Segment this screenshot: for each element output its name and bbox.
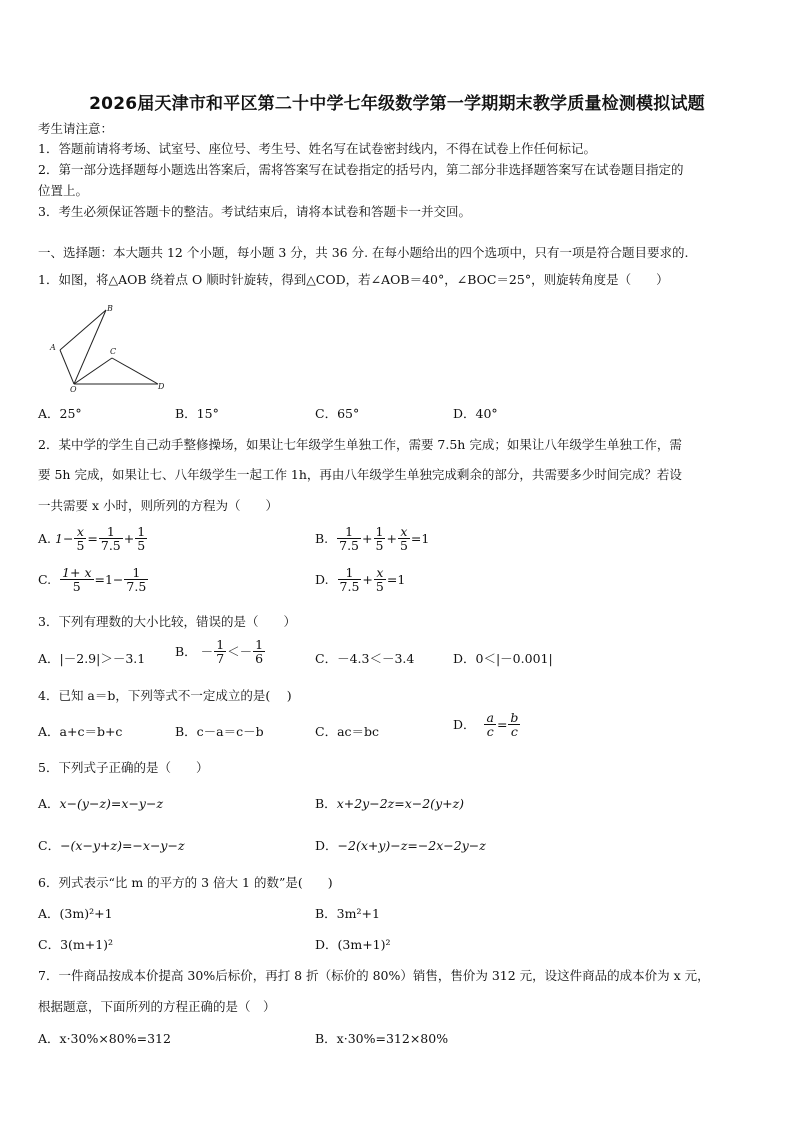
q3-option-a: A．|－2.9|＞－3.1 (38, 651, 146, 666)
fraction: $\frac{1}{5}$ (137, 524, 146, 553)
expr-text: −2(x+y)−z=−2x−2y−z (337, 838, 486, 853)
notice-item-3: 3．考生必须保证答题卡的整洁。考试结束后，请将本试卷和答题卡一并交回。 (38, 204, 471, 219)
label-C: C (110, 347, 117, 356)
fraction: $\frac{x}{5}$ (399, 524, 408, 553)
expr-text: −(x−y+z)=−x−y−z (60, 838, 185, 853)
option-label: D． (453, 716, 476, 732)
q1-option-d: D．40° (453, 406, 498, 421)
q6-option-b: B．3m²+1 (315, 906, 380, 921)
segment-OA (60, 350, 74, 384)
fraction: $\frac{1}{7}$ (216, 637, 225, 666)
expr-text: + (362, 530, 373, 546)
expr-text: x+2y−2z=x−2(y+z) (336, 796, 465, 811)
expr-text: 1− (55, 530, 74, 546)
q7-option-b: B．x·30%=312×80% (315, 1031, 449, 1046)
q1-option-a: A．25° (38, 406, 82, 421)
option-label: C. (38, 571, 52, 587)
expr-text: + (123, 530, 135, 546)
expr-text: = (87, 530, 98, 546)
option-label: D. (315, 571, 329, 587)
q7-stem-line2: 根据题意，下面所列的方程正确的是（ ） (38, 999, 276, 1014)
expr-text: － (200, 643, 214, 659)
label-A: A (50, 343, 56, 352)
q5-option-d (315, 838, 486, 854)
q2-stem-line2: 要 5h 完成，如果让七、八年级学生一起工作 1h，再由八年级学生单独完成剩余的部分，共需要多少时间完成？若设 (38, 467, 682, 482)
q4-option-d (453, 711, 521, 738)
option-label: D． (315, 838, 338, 853)
fraction: $\frac{b}{c}$ (510, 710, 519, 739)
q5-option-b (315, 796, 464, 812)
expr-text: ＜－ (227, 643, 253, 659)
expr-text: + (386, 530, 397, 546)
expr-text: x−(y−z)=x−y−z (59, 796, 164, 811)
q6-option-d: D．(3m+1)² (315, 937, 391, 952)
label-D: D (158, 382, 165, 391)
q1-stem: 1．如图，将△AOB 绕着点 O 顺时针旋转，得到△COD，若∠AOB＝40°，∠BOC＝25°，则旋转角度是（ ） (38, 272, 669, 287)
q3-option-b (175, 638, 266, 665)
expr-text: =1 (386, 571, 406, 587)
q3-stem: 3．下列有理数的大小比较，错误的是（ ） (38, 614, 296, 629)
expr-text: = (496, 716, 508, 732)
q2-option-d (315, 566, 405, 593)
q5-stem: 5．下列式子正确的是（ ） (38, 760, 209, 775)
fraction: $\frac{x}{5}$ (76, 524, 85, 553)
fraction: $\frac{1}{7.5}$ (100, 524, 121, 553)
label-B: B (107, 304, 113, 313)
q7-option-a: A．x·30%×80%=312 (38, 1031, 171, 1046)
q5-option-c (38, 838, 185, 854)
q5-option-a (38, 796, 163, 812)
section-heading: 一、选择题：本大题共 12 个小题，每小题 3 分，共 36 分. 在每小题给出的四个选项中，只有一项是符合题目要求的. (38, 245, 689, 260)
notice-item-2-cont: 位置上。 (38, 183, 89, 198)
q2-option-a (38, 525, 148, 552)
option-label: A． (38, 796, 60, 811)
fraction: $\frac{1}{7.5}$ (339, 524, 360, 553)
option-label: B． (315, 796, 337, 811)
notice-heading: 考生请注意： (38, 121, 114, 136)
expr-text: =1− (94, 571, 124, 587)
q3-option-d: D．0＜|－0.001| (453, 651, 553, 666)
q3-option-c: C．－4.3＜－3.4 (315, 651, 415, 666)
option-label: C． (38, 838, 61, 853)
segment-AB (60, 310, 106, 350)
q6-stem: 6．列式表示“比 m 的平方的 3 倍大 1 的数”是( ) (38, 875, 333, 890)
option-label: B． (175, 643, 197, 659)
q1-option-c: C．65° (315, 406, 360, 421)
q4-option-b: B．c－a＝c－b (175, 724, 264, 739)
option-label: A. (38, 530, 52, 546)
expr-text: + (362, 571, 373, 587)
fraction: $\frac{1}{6}$ (255, 637, 264, 666)
q1-figure (46, 300, 176, 395)
segment-CD (112, 358, 158, 384)
q2-option-b (315, 525, 429, 552)
notice-item-1: 1．答题前请将考场、试室号、座位号、考生号、姓名写在试卷密封线内，不得在试卷上作任何标记。 (38, 141, 596, 156)
q7-stem-line1: 7．一件商品按成本价提高 30%后标价，再打 8 折（标价的 80%）销售，售价为 312 元，设这件商品的成本价为 x 元， (38, 968, 710, 983)
expr-text: =1 (410, 530, 430, 546)
fraction: $\frac{1+ x}{5}$ (62, 565, 92, 594)
fraction: $\frac{1}{7.5}$ (339, 565, 360, 594)
fraction: $\frac{x}{5}$ (375, 565, 384, 594)
q6-option-c: C．3(m+1)² (38, 937, 114, 952)
q1-option-b: B．15° (175, 406, 219, 421)
label-O: O (70, 385, 77, 394)
notice-item-2: 2．第一部分选择题每小题选出答案后，需将答案写在试卷指定的括号内，第二部分非选择题答案写在试卷题目指定的 (38, 162, 684, 177)
page-title: 2026届天津市和平区第二十中学七年级数学第一学期期末教学质量检测模拟试题 (89, 94, 705, 114)
q4-stem: 4．已知 a＝b，下列等式不一定成立的是( ) (38, 688, 292, 703)
fraction: $\frac{1}{5}$ (375, 524, 384, 553)
q6-option-a: A．(3m)²+1 (38, 906, 113, 921)
q2-stem-line1: 2．某中学的学生自己动手整修操场，如果让七年级学生单独工作，需要 7.5h 完成；如果让八年级学生单独工作，需 (38, 437, 682, 452)
q2-option-c (38, 566, 149, 593)
q4-option-c: C．ac＝bc (315, 724, 380, 739)
q4-option-a: A．a+c＝b+c (38, 724, 123, 739)
option-label: B. (315, 530, 329, 546)
fraction: $\frac{a}{c}$ (486, 710, 494, 739)
q2-stem-line3: 一共需要 x 小时，则所列的方程为（ ） (38, 498, 278, 513)
fraction: $\frac{1}{7.5}$ (126, 565, 147, 594)
